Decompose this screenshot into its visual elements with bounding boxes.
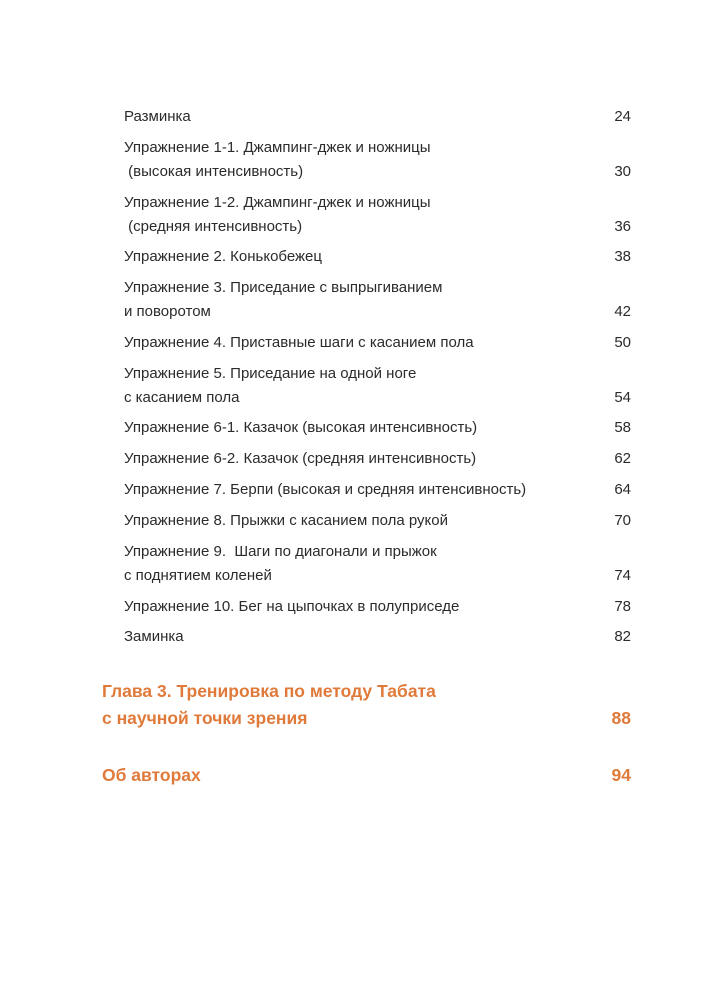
toc-title [124, 245, 584, 269]
page-number: 50 [614, 334, 631, 351]
toc-title [124, 276, 584, 324]
toc-entry[interactable] [124, 136, 631, 184]
toc-chapter[interactable] [102, 678, 631, 732]
toc-title-line: Об авторах [102, 765, 201, 785]
page-number: 82 [614, 628, 631, 645]
toc-entry[interactable] [124, 105, 631, 129]
toc-title-line: Упражнение 5. Приседание на одной ноге [124, 365, 417, 382]
toc-title [124, 478, 584, 502]
toc-entry[interactable] [124, 540, 631, 588]
toc-title [124, 416, 584, 440]
toc-title-line: Упражнение 6-2. Казачок (средняя интенсивность) [124, 450, 477, 467]
toc-title [124, 509, 584, 533]
toc-entry[interactable] [124, 509, 631, 533]
toc-title [124, 595, 584, 619]
toc-title-line: Упражнение 3. Приседание с выпрыгиванием [124, 279, 443, 296]
page-number: 30 [614, 163, 631, 180]
toc-title-line: Упражнение 1-2. Джампинг-джек и ножницы [124, 194, 431, 211]
toc-chapter[interactable] [102, 762, 631, 789]
page-number: 24 [614, 108, 631, 125]
page-number: 54 [614, 389, 631, 406]
page-number: 70 [614, 512, 631, 529]
toc-title-line: Упражнение 6-1. Казачок (высокая интенсивность) [124, 419, 478, 436]
page-number: 94 [611, 765, 631, 785]
toc-title-line: Упражнение 7. Берпи (высокая и средняя интенсивность) [124, 481, 527, 498]
page-number: 62 [614, 450, 631, 467]
toc-entry[interactable] [124, 625, 631, 649]
toc-entry[interactable] [124, 416, 631, 440]
page-number: 64 [614, 481, 631, 498]
toc-entry[interactable] [124, 478, 631, 502]
toc-entry[interactable] [124, 447, 631, 471]
toc-title-line: Упражнение 2. Конькобежец [124, 248, 322, 265]
toc-entry[interactable] [124, 245, 631, 269]
toc-title [124, 331, 584, 355]
toc-title-line: Упражнение 8. Прыжки с касанием пола рукой [124, 512, 448, 529]
page-number: 58 [614, 419, 631, 436]
toc-entry[interactable] [124, 191, 631, 239]
toc-entry[interactable] [124, 362, 631, 410]
toc-title-line: Упражнение 4. Приставные шаги с касанием пола [124, 334, 474, 351]
toc-title [124, 540, 584, 588]
toc-title [124, 625, 584, 649]
page-number: 78 [614, 598, 631, 615]
toc-title-line: Упражнение 1-1. Джампинг-джек и ножницы [124, 139, 431, 156]
toc-entry[interactable] [124, 595, 631, 619]
toc-title [124, 362, 584, 410]
toc-title-line: с касанием пола [124, 389, 240, 406]
toc-title [124, 136, 584, 184]
toc-title-line: Упражнение 9. Шаги по диагонали и прыжок [124, 543, 437, 560]
toc-title-line: с научной точки зрения [102, 708, 308, 728]
page-number: 88 [611, 708, 631, 728]
toc-title-line: Упражнение 10. Бег на цыпочках в полуприседе [124, 598, 460, 615]
page-number: 38 [614, 248, 631, 265]
page-number: 74 [614, 567, 631, 584]
toc-title-line: Заминка [124, 628, 184, 645]
toc-title-line: (высокая интенсивность) [124, 163, 304, 180]
toc-title-line: (средняя интенсивность) [124, 218, 303, 235]
toc-title [102, 762, 631, 789]
page-number: 36 [614, 218, 631, 235]
toc-title [102, 678, 631, 732]
toc-entry[interactable] [124, 276, 631, 324]
toc-title [124, 447, 584, 471]
toc-title-line: Разминка [124, 108, 191, 125]
toc-title-line: с поднятием коленей [124, 567, 272, 584]
toc-title-line: Глава 3. Тренировка по методу Табата [102, 681, 436, 701]
toc-title [124, 191, 584, 239]
toc-entry[interactable] [124, 331, 631, 355]
toc-title [124, 105, 584, 129]
page-number: 42 [614, 303, 631, 320]
toc-title-line: и поворотом [124, 303, 211, 320]
